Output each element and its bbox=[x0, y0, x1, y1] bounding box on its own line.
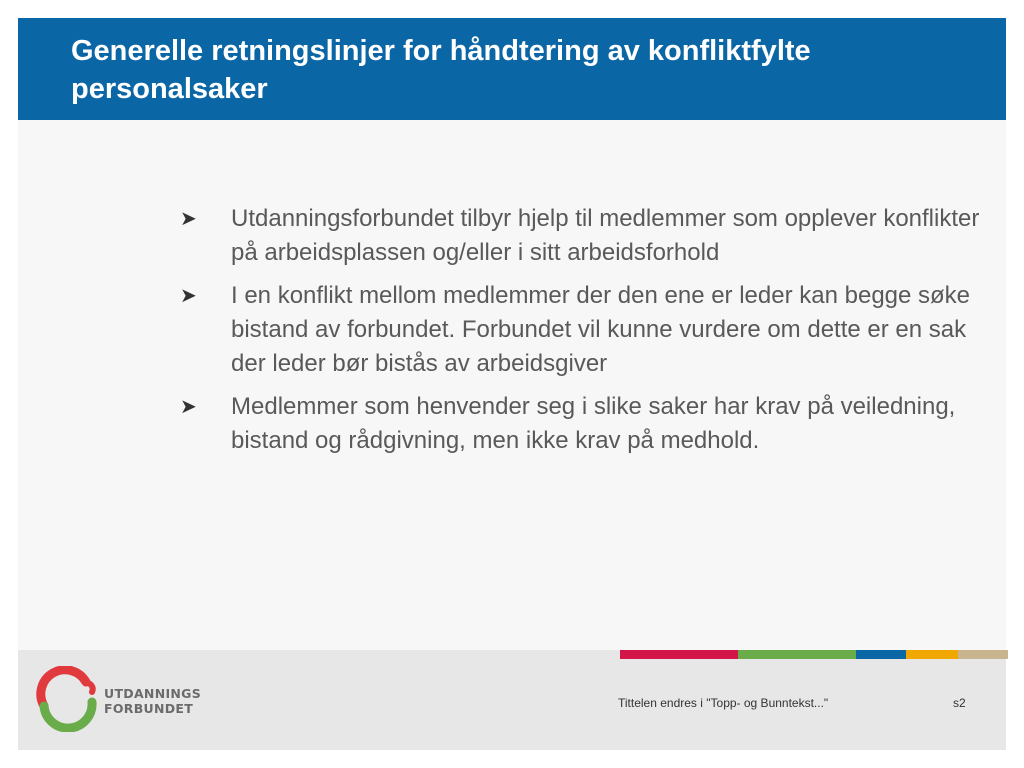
bullet-list bbox=[178, 202, 998, 467]
logo-line-1: UTDANNINGS bbox=[104, 686, 202, 701]
slide bbox=[18, 18, 1006, 750]
bullet-text: Utdanningsforbundet tilbyr hjelp til medlemmer som opplever konflikter på arbeidsplassen og/eller i sitt arbeidsforhold bbox=[231, 205, 980, 266]
arrow-bullet-icon: ➤ bbox=[180, 285, 197, 307]
logo-line-2: FORBUNDET bbox=[104, 701, 194, 716]
color-stripe bbox=[620, 650, 1008, 659]
color-stripe-blue bbox=[856, 650, 906, 659]
color-stripe-red bbox=[620, 650, 738, 659]
logo-text bbox=[104, 686, 201, 716]
footer-text: Tittelen endres i "Topp- og Bunntekst..." bbox=[618, 696, 829, 710]
slide-number: s2 bbox=[953, 696, 966, 710]
color-stripe-yellow bbox=[906, 650, 958, 659]
bullet-text: Medlemmer som henvender seg i slike saker har krav på veiledning, bistand og rådgivning, men ikke krav på medhold. bbox=[231, 393, 956, 454]
list-item bbox=[178, 390, 998, 458]
list-item bbox=[178, 279, 998, 381]
bullet-text: I en konflikt mellom medlemmer der den ene er leder kan begge søke bistand av forbundet. Forbundet vil kunne vurdere om dette er en sak der leder bør bistås av arbeidsgiver bbox=[231, 282, 971, 377]
list-item bbox=[178, 202, 998, 270]
color-stripe-beige bbox=[958, 650, 1008, 659]
logo-ring-icon bbox=[36, 666, 100, 732]
title-bar bbox=[18, 18, 1006, 120]
arrow-bullet-icon: ➤ bbox=[180, 208, 197, 230]
arrow-bullet-icon: ➤ bbox=[180, 396, 197, 418]
slide-title: Generelle retningslinjer for håndtering av konfliktfylte personalsaker bbox=[71, 35, 811, 105]
logo bbox=[36, 666, 236, 732]
color-stripe-green bbox=[738, 650, 856, 659]
footer bbox=[18, 650, 1006, 750]
